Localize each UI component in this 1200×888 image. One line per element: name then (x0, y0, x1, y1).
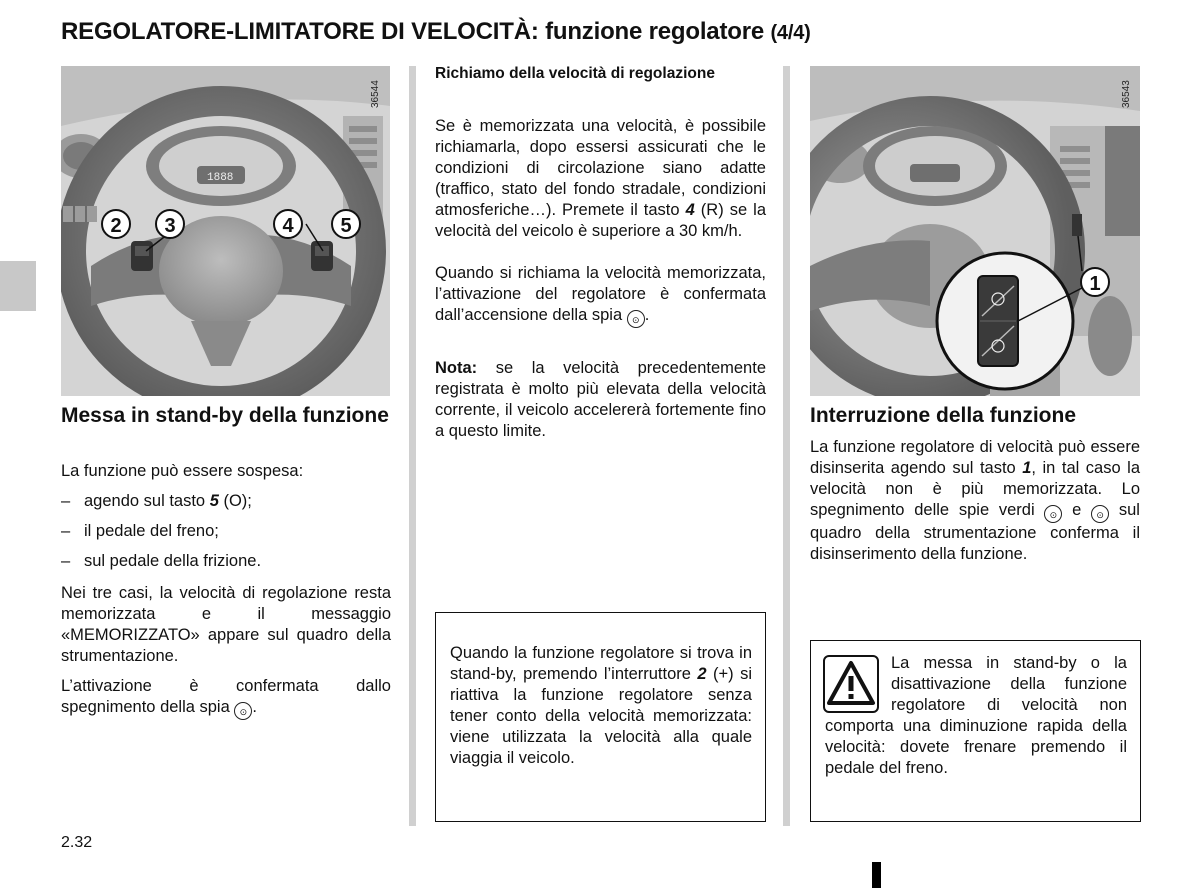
page-title-suffix: (4/4) (770, 22, 811, 44)
page-number: 2.32 (61, 834, 93, 851)
steering-wheel-illustration (61, 66, 390, 396)
dashboard-switch-illustration (810, 66, 1140, 396)
section-heading-recall: Richiamo della velocità di regolazione (435, 65, 715, 82)
section-tab (0, 261, 36, 311)
list-item: – il pedale del freno; (61, 522, 219, 540)
list-item: – agendo sul tasto 5 (O); (61, 492, 252, 510)
page-title (61, 18, 811, 46)
callout-1: 1 (1080, 267, 1110, 297)
recall-activation-paragraph: Quando si richiama la velocità memorizzata, l’attivazione del regolatore è confermata dall’accensione della spia ⊙ . (435, 263, 766, 328)
speed-limiter-lamp-icon: ⊙ (1044, 505, 1062, 523)
info-box-text: Quando la funzione regolatore si trova in stand-by, premendo l’interruttore 2 (+) si riattiva la funzione regolatore senza tener conto della velocità memorizzata: viene utilizzata la velocità alla quale viaggia il veicolo. (450, 644, 752, 767)
cruise-control-lamp-icon: ⊙ (234, 702, 252, 720)
warning-box (810, 640, 1141, 822)
cruise-control-lamp-icon: ⊙ (627, 310, 645, 328)
cruise-control-lamp-icon: ⊙ (1091, 505, 1109, 523)
figure-code: 36544 (370, 80, 381, 108)
svg-text:1888: 1888 (207, 172, 234, 184)
section-heading-standby: Messa in stand-by della funzione (61, 404, 389, 427)
recall-note: Nota: se la velocità precedentemente registrata è molto più elevata della velocità corrente, il veicolo accelererà fortemente fino a questo limite. (435, 359, 766, 440)
callout-3: 3 (155, 209, 185, 239)
list-item: – sul pedale della frizione. (61, 552, 262, 570)
standby-confirmation-paragraph: L’attivazione è confermata dallo spegnimento della spia ⊙ . (61, 676, 391, 720)
callout-5: 5 (331, 209, 361, 239)
column-divider-1 (409, 66, 416, 826)
standby-memorized-paragraph: Nei tre casi, la velocità di regolazione resta memorizzata e il messaggio «MEMORIZZATO» appare sul quadro della strumentazione. (61, 584, 391, 665)
info-box (435, 612, 766, 822)
section-heading-interruption: Interruzione della funzione (810, 404, 1077, 427)
page-title-main: REGOLATORE-LIMITATORE DI VELOCITÀ: funzione regolatore (61, 18, 764, 45)
callout-2: 2 (101, 209, 131, 239)
column-divider-2 (783, 66, 790, 826)
callout-4: 4 (273, 209, 303, 239)
interruption-paragraph: La funzione regolatore di velocità può essere disinserita agendo sul tasto 1, in tal caso la velocità non è più memorizzata. Lo spegnimento delle spie verdi ⊙ e ⊙ sul quadro della strumentazione conferma il disinserimento della funzione. (810, 438, 1140, 563)
print-mark (872, 862, 881, 888)
figure-code: 36543 (1121, 80, 1132, 108)
warning-text: La messa in stand-by o la disattivazione della funzione regolatore di velocità non comporta una diminuzione rapida della velocità: dovete frenare premendo il pedale del freno. (825, 654, 1127, 777)
recall-paragraph: Se è memorizzata una velocità, è possibile richiamarla, dopo essersi assicurati che le condizioni di circolazione siano adatte (traffico, stato del fondo stradale, condizioni atmosferiche…). Premete il tasto 4 (R) se la velocità del veicolo è superiore a 30 km/h. (435, 117, 766, 240)
standby-intro: La funzione può essere sospesa: (61, 462, 304, 480)
